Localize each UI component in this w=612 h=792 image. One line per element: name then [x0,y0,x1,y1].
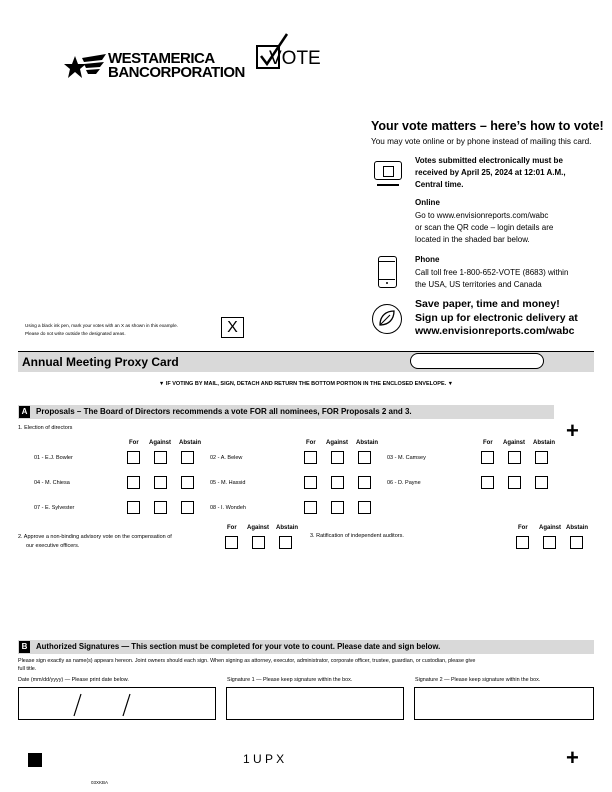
nominee-03-against-checkbox[interactable] [508,451,521,464]
instruction-line1: Using a black ink pen, mark your votes with an X as shown in this example. [25,323,178,328]
election-label: 1. Election of directors [18,425,73,431]
nominee-03-for-checkbox[interactable] [481,451,494,464]
col-for: For [306,440,316,446]
nominee-01-for-checkbox[interactable] [127,451,140,464]
signature-2-field[interactable] [414,687,594,720]
how-to-vote-subtitle: You may vote online or by phone instead of mailing this card. [371,137,592,146]
vote-text: VOTE [269,48,321,69]
nominee-02-for-checkbox[interactable] [304,451,317,464]
col-abstain: Abstain [533,440,556,446]
sig2-label: Signature 2 — Please keep signature within the box. [415,677,541,683]
plus-mark-top: + [566,418,579,443]
col-against: Against [247,525,270,531]
online-text [415,210,553,246]
nominee-07-for-checkbox[interactable] [127,501,140,514]
signature-note-line1: Please sign exactly as name(s) appears hereon. Joint owners should each sign. When signing as attorney, executor, administrator, corporate officer, trustee, guardian, or custodian, please give [18,658,476,664]
instructions [25,322,178,338]
phone-icon [378,256,397,288]
nominee-04-against-checkbox[interactable] [154,476,167,489]
instruction-line2: Please do not write outside the designated areas. [25,331,126,336]
signature-note-line2: full title. [18,666,37,672]
plus-mark-bottom: + [566,745,579,770]
nominee-06-abstain-checkbox[interactable] [535,476,548,489]
proposal-3-label: 3. Ratification of independent auditors. [310,533,404,539]
login-details-oval [410,353,544,369]
online-title: Online [415,198,440,207]
date-label: Date (mm/dd/yyyy) — Please print date below. [18,677,129,683]
nominee-label: 03 - M. Camsey [387,455,426,461]
col-against: Against [149,440,172,446]
online-line[interactable]: Go to www.envisionreports.com/wabc [415,211,549,220]
paper-line[interactable]: www.envisionreports.com/wabc [415,325,575,337]
section-b-letter: B [19,641,30,653]
col-abstain: Abstain [179,440,202,446]
nominee-label: 08 - I. Wondeh [210,505,246,511]
nominee-label: 02 - A. Belew [210,455,243,461]
nominee-label: 05 - M. Hassid [210,480,246,486]
phone-text [415,267,568,291]
signature-1-field[interactable] [226,687,404,720]
nominee-label: 07 - E. Sylvester [34,505,75,511]
col-against: Against [503,440,526,446]
eagle-logo-icon [62,52,106,80]
deadline-line: received by April 25, 2024 at 12:01 A.M., [415,168,566,177]
nominee-05-for-checkbox[interactable] [304,476,317,489]
col-for: For [483,440,493,446]
proxy-title: Annual Meeting Proxy Card [22,355,179,369]
nominee-04-abstain-checkbox[interactable] [181,476,194,489]
phone-line: the USA, US territories and Canada [415,280,542,289]
col-for: For [518,525,528,531]
signature-note [18,657,598,673]
section-b-header [18,640,594,654]
proposal-3-against-checkbox[interactable] [543,536,556,549]
paper-text [415,298,578,339]
paper-line: Sign up for electronic delivery at [415,311,578,324]
section-a-header [18,405,554,419]
date-slash-icon [19,688,217,721]
sig1-label: Signature 1 — Please keep signature within the box. [227,677,353,683]
logo-line1: WESTAMERICA [108,50,215,67]
nominee-06-against-checkbox[interactable] [508,476,521,489]
nominee-04-for-checkbox[interactable] [127,476,140,489]
nominee-01-abstain-checkbox[interactable] [181,451,194,464]
col-abstain: Abstain [356,440,379,446]
document-icon [374,161,402,180]
section-a-letter: A [19,406,30,418]
nominee-06-for-checkbox[interactable] [481,476,494,489]
phone-line: Call toll free 1-800-652-VOTE (8683) within [415,268,569,277]
registration-square [28,753,42,767]
proposal-2-abstain-checkbox[interactable] [279,536,292,549]
deadline-line: Votes submitted electronically must be [415,156,563,165]
logo-line2: BANCORPORATION [108,64,245,81]
phone-title: Phone [415,255,440,264]
nominee-02-against-checkbox[interactable] [331,451,344,464]
nominee-03-abstain-checkbox[interactable] [535,451,548,464]
proposal-3-for-checkbox[interactable] [516,536,529,549]
proposal-2-for-checkbox[interactable] [225,536,238,549]
deadline-line: Central time. [415,180,464,189]
proposal-2-label [18,533,172,551]
paper-line: Save paper, time and money! [415,298,560,310]
nominee-08-against-checkbox[interactable] [331,501,344,514]
col-against: Against [326,440,349,446]
logo [62,50,247,82]
leaf-icon [372,304,402,334]
nominee-07-abstain-checkbox[interactable] [181,501,194,514]
nominee-01-against-checkbox[interactable] [154,451,167,464]
nominee-08-abstain-checkbox[interactable] [358,501,371,514]
nominee-08-for-checkbox[interactable] [304,501,317,514]
vote-logo [255,32,321,72]
proposal-2-line2: our executive officers. [26,543,80,549]
form-code: 1 U P X [243,752,285,766]
nominee-07-against-checkbox[interactable] [154,501,167,514]
col-against: Against [539,525,562,531]
nominee-label: 01 - E.J. Bowler [34,455,73,461]
proxy-title-bar [18,351,594,372]
nominee-label: 04 - M. Chiesa [34,480,70,486]
section-b-title: Authorized Signatures — This section must be completed for your vote to count. Please date and sign below. [36,642,441,651]
col-for: For [129,440,139,446]
example-mark-box: X [221,317,244,338]
mail-note: ▼ IF VOTING BY MAIL, SIGN, DETACH AND RETURN THE BOTTOM PORTION IN THE ENCLOSED ENVELOPE. ▼ [158,381,454,387]
proposal-2-against-checkbox[interactable] [252,536,265,549]
nominee-05-abstain-checkbox[interactable] [358,476,371,489]
nominee-02-abstain-checkbox[interactable] [358,451,371,464]
section-a-title: Proposals – The Board of Directors recommends a vote FOR all nominees, FOR Proposals 2 and 3. [36,407,412,416]
proposal-3-abstain-checkbox[interactable] [570,536,583,549]
deadline-text [415,155,566,191]
footer-small-code: 03XKBA [91,780,109,785]
col-abstain: Abstain [276,525,299,531]
how-to-vote-title: Your vote matters – here’s how to vote! [371,119,604,133]
nominee-label: 06 - D. Payne [387,480,421,486]
online-line: located in the shaded bar below. [415,235,530,244]
online-line: or scan the QR code – login details are [415,223,554,232]
col-abstain: Abstain [566,525,589,531]
nominee-05-against-checkbox[interactable] [331,476,344,489]
col-for: For [227,525,237,531]
proposal-2-line1: 2. Approve a non-binding advisory vote on the compensation of [18,534,172,540]
date-field[interactable] [18,687,216,720]
